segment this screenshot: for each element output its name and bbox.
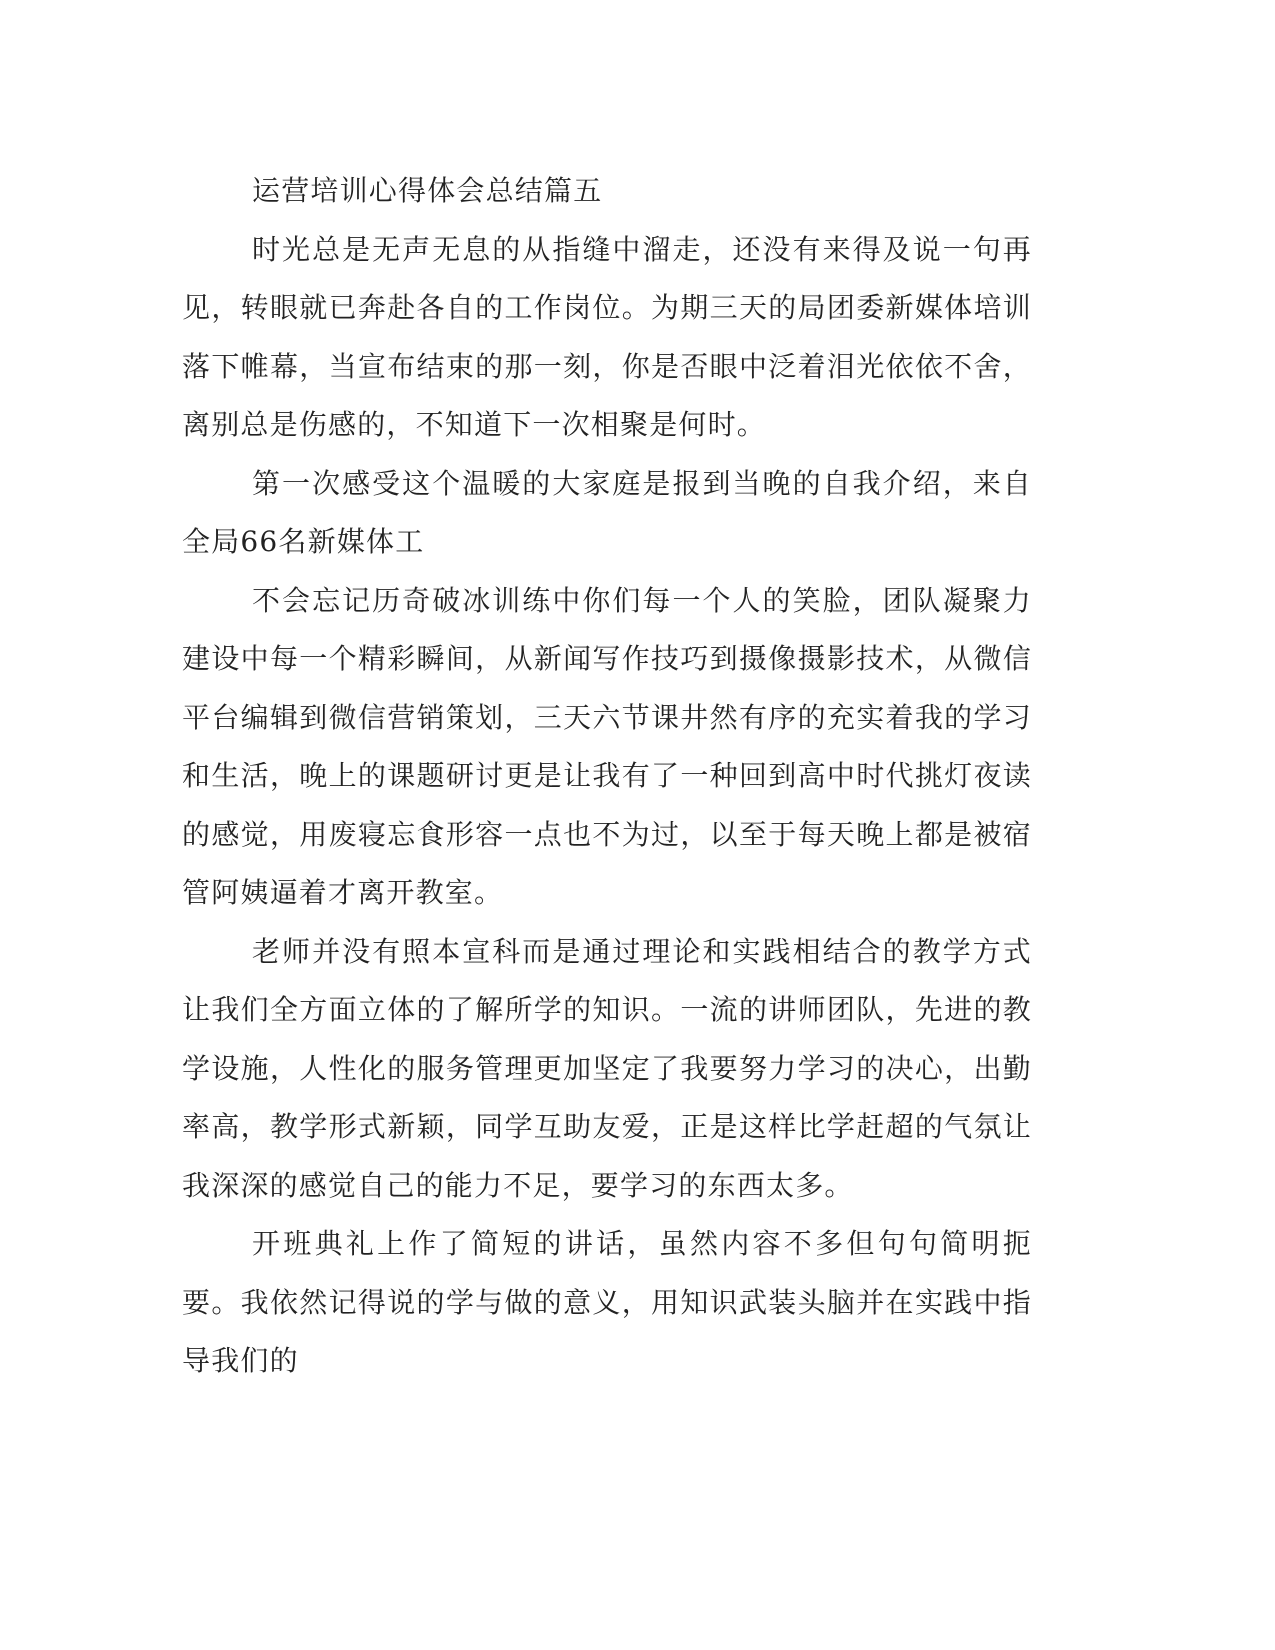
paragraph-5: 开班典礼上作了简短的讲话，虽然内容不多但句句简明扼要。我依然记得说的学与做的意义，用知识武装头脑并在实践中指导我们的 bbox=[182, 1227, 1032, 1377]
paragraph-1: 时光总是无声无息的从指缝中溜走，还没有来得及说一句再见，转眼就已奔赴各自的工作岗位。为期三天的局团委新媒体培训落下帷幕，当宣布结束的那一刻，你是否眼中泛着泪光依依不舍，离别总是伤感的，不知道下一次相聚是何时。 bbox=[182, 232, 1032, 441]
paragraph-2: 第一次感受这个温暖的大家庭是报到当晚的自我介绍，来自全局66名新媒体工 bbox=[182, 466, 1032, 558]
document-body bbox=[182, 162, 1032, 1391]
document-title: 运营培训心得体会总结篇五 bbox=[252, 174, 603, 207]
paragraph-3: 不会忘记历奇破冰训练中你们每一个人的笑脸，团队凝聚力建设中每一个精彩瞬间，从新闻写作技巧到摄像摄影技术，从微信平台编辑到微信营销策划，三天六节课井然有序的充实着我的学习和生活，晚上的课题研讨更是让我有了一种回到高中时代挑灯夜读的感觉，用废寝忘食形容一点也不为过，以至于每天晚上都是被宿管阿姨逼着才离开教室。 bbox=[182, 583, 1032, 909]
paragraph-4: 老师并没有照本宣科而是通过理论和实践相结合的教学方式让我们全方面立体的了解所学的知识。一流的讲师团队，先进的教学设施，人性化的服务管理更加坚定了我要努力学习的决心，出勤率高，教学形式新颖，同学互助友爱，正是这样比学赶超的气氛让我深深的感觉自己的能力不足，要学习的东西太多。 bbox=[182, 934, 1032, 1202]
